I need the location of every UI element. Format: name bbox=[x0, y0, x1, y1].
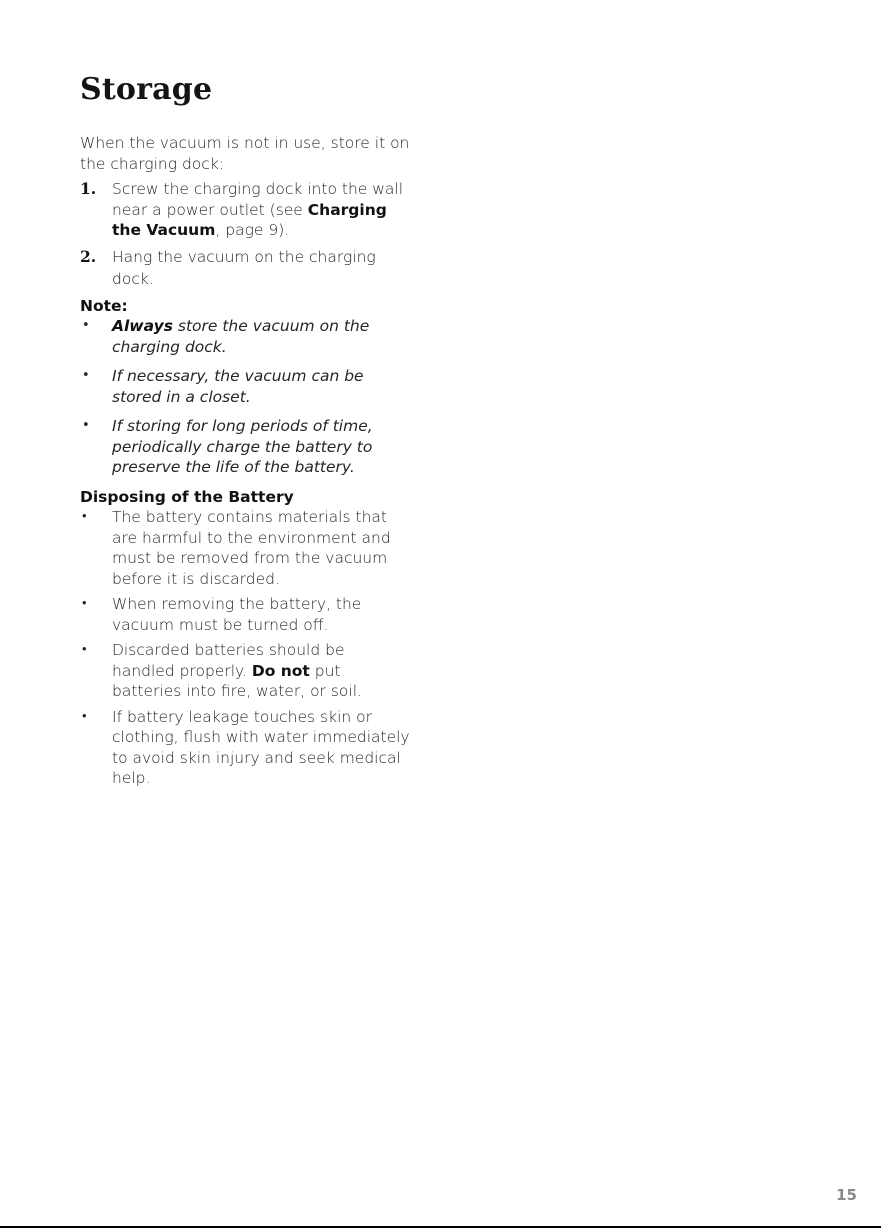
disposing-text: When removing the battery, the vacuum must be turned off. bbox=[112, 595, 362, 634]
disposing-item bbox=[80, 507, 410, 589]
disposing-item bbox=[80, 640, 410, 702]
bullet-icon: • bbox=[82, 418, 90, 433]
page-title: Storage bbox=[80, 72, 213, 107]
disposing-text: If battery leakage touches skin or clothing, flush with water immediately to avoid skin injury and seek medical help. bbox=[112, 707, 410, 787]
note-text: If storing for long periods of time, periodically charge the battery to preserve the life of the battery. bbox=[112, 417, 373, 476]
step-text: Screw the charging dock into the wall near a power outlet (see bbox=[112, 180, 404, 219]
note-item bbox=[80, 416, 410, 478]
bullet-icon: • bbox=[82, 318, 90, 333]
note-text: store the vacuum on the charging dock. bbox=[112, 317, 370, 356]
bullet-icon: • bbox=[82, 368, 90, 383]
note-item bbox=[80, 316, 410, 357]
disposing-text: Discarded batteries should be handled properly. bbox=[112, 641, 345, 680]
storage-steps-list bbox=[80, 179, 410, 290]
bullet-icon: • bbox=[82, 596, 87, 611]
bottom-rule bbox=[0, 1226, 881, 1228]
note-list bbox=[80, 316, 410, 478]
step-text-continued: dock. bbox=[112, 270, 154, 288]
step-item bbox=[80, 179, 410, 241]
step-link-reference: Charging the Vacuum bbox=[112, 200, 387, 239]
step-item bbox=[80, 247, 410, 290]
intro-paragraph: When the vacuum is not in use, store it on the charging dock: bbox=[80, 134, 410, 173]
bullet-icon: • bbox=[82, 509, 87, 524]
disposing-item bbox=[80, 707, 410, 789]
disposing-list bbox=[80, 507, 410, 789]
note-emphasis: Always bbox=[112, 317, 173, 335]
disposing-heading: Disposing of the Battery bbox=[80, 487, 294, 506]
note-text: If necessary, the vacuum can be stored in a closet. bbox=[112, 367, 364, 406]
note-heading: Note: bbox=[80, 296, 128, 315]
bullet-icon: • bbox=[82, 642, 87, 657]
page-number: 15 bbox=[836, 1186, 857, 1204]
bullet-icon: • bbox=[82, 708, 87, 724]
disposing-text: The battery contains materials that are harmful to the environment and must be removed from the vacuum before it is discarded. bbox=[112, 508, 391, 588]
step-number: 1. bbox=[80, 179, 97, 198]
storage-content bbox=[80, 133, 410, 794]
note-item bbox=[80, 366, 410, 407]
step-text-suffix: , page 9). bbox=[215, 221, 290, 239]
step-number: 2. bbox=[80, 246, 97, 266]
step-text: Hang the vacuum on the charging bbox=[112, 247, 376, 266]
disposing-text-suffix: put batteries into fire, water, or soil. bbox=[112, 661, 362, 700]
disposing-emphasis: Do not bbox=[251, 661, 310, 680]
disposing-item bbox=[80, 594, 410, 635]
